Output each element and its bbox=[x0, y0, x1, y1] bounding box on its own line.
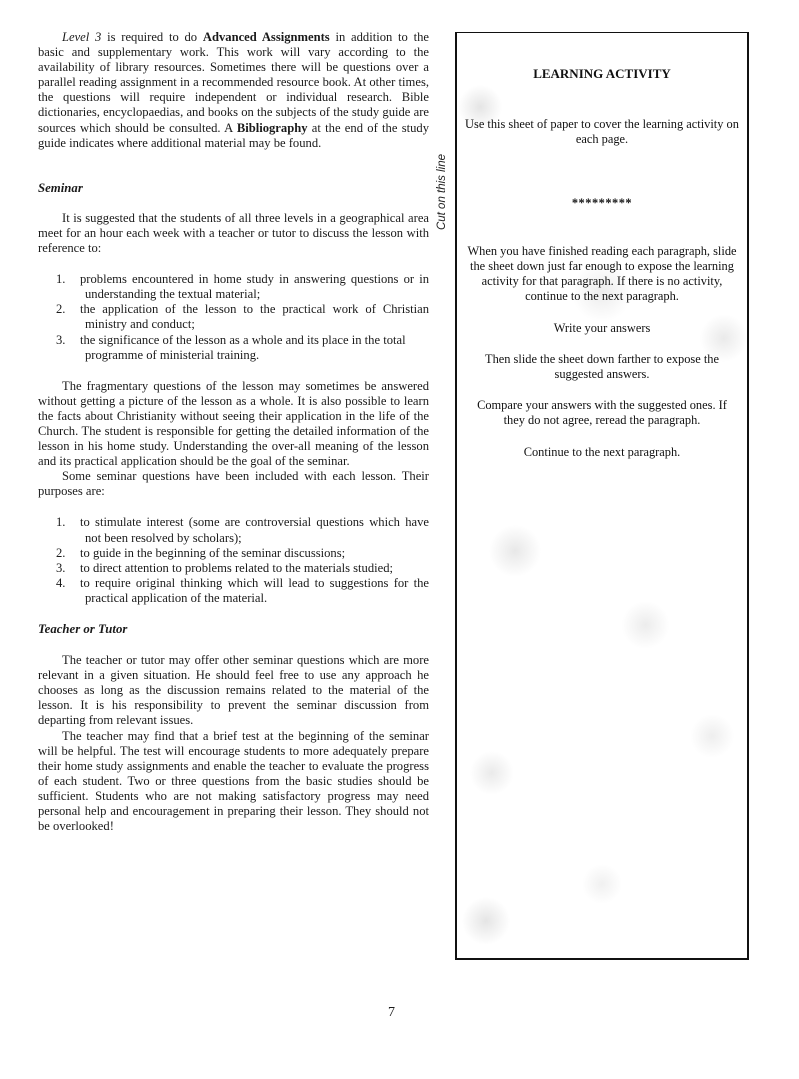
instruction-compare-answers: Compare your answers with the suggested ones. If they do not agree, reread the paragraph. bbox=[477, 398, 727, 428]
list-item: 3. to direct attention to problems related to the materials studied; bbox=[56, 560, 394, 575]
seminar-paragraph: It is suggested that the students of all three levels in a geographical area meet for an hour each week with a teacher or tutor to discuss the lesson with reference to: bbox=[38, 210, 429, 256]
list-item: 3. the significance of the lesson as a whole and its place in the total programme of ministerial training. bbox=[56, 332, 406, 362]
list-item: 1. to stimulate interest (some are controversial questions which have not been resolved by scholars); bbox=[56, 515, 429, 545]
teacher-paragraph-2: The teacher may find that a brief test at the beginning of the seminar will be helpful. The test will encourage students to more adequately prepare their home study assignments and enable the teacher to evaluate the progress of each student. Two or three questions from the basic studies should be sufficient. Students who are not making satisfactory progress may need personal help and encouragement in preparing their lesson. They should not be overlooked! bbox=[38, 728, 429, 834]
learning-activity-intro: Use this sheet of paper to cover the learning activity on each page. bbox=[465, 117, 739, 147]
seminar-reference-list bbox=[38, 272, 429, 363]
instruction-slide-sheet: When you have finished reading each paragraph, slide the sheet down just far enough to expose the learning activity for that paragraph. If there is no activity, continue to the next paragraph. bbox=[467, 243, 737, 304]
list-item: 2. to guide in the beginning of the seminar discussions; bbox=[56, 545, 346, 560]
list-item: 4. to require original thinking which will lead to suggestions for the practical application of the material. bbox=[56, 575, 429, 605]
stars-separator: ********* bbox=[571, 195, 633, 210]
page-number: 7 bbox=[388, 1005, 395, 1020]
seminar-purposes-list bbox=[38, 515, 429, 606]
advanced-assignments-paragraph: Level 3 is required to do Advanced Assignments in addition to the basic and supplementary work. This work will vary according to the availability of library resources. Sometimes there will be questions over a parallel reading assignment in a recommended resource book. At other times, the questions will require independent or individual research. Bible dictionaries, encyclopaedias, and books on the subjects of the study guide are sources which should be consulted. A Bibliography at the end of the study guide indicates where additional material may be found. bbox=[38, 30, 429, 150]
teacher-paragraph-1: The teacher or tutor may offer other seminar questions which are more relevant in a given situation. He should feel free to use any approach he chooses as long as the discussion remains related to the material of the lesson. It is his responsibility to prevent the seminar discussion from departing from relevant issues. bbox=[38, 653, 429, 728]
instruction-continue: Continue to the next paragraph. bbox=[523, 444, 681, 459]
level-3-label: Level 3 bbox=[62, 30, 102, 44]
seminar-heading: Seminar bbox=[38, 180, 83, 195]
learning-activity-title: LEARNING ACTIVITY bbox=[533, 66, 671, 81]
advanced-assignments-term: Advanced Assignments bbox=[202, 30, 330, 44]
instruction-expose-answers: Then slide the sheet down farther to expose the suggested answers. bbox=[485, 351, 719, 382]
left-column bbox=[38, 30, 429, 834]
list-item: 1. problems encountered in home study in answering questions or in understanding the textual material; bbox=[56, 272, 429, 302]
list-item: 2. the application of the lesson to the practical work of Christian ministry and conduct; bbox=[56, 302, 429, 332]
fragmentary-questions-paragraph: The fragmentary questions of the lesson may sometimes be answered without getting a picture of the lesson as a whole. It is also possible to learn the facts about Christianity without seeing their application in the life of the Church. The student is responsible for getting the detailed information of the lesson in his home study. Understanding the over-all meaning of the lesson and its practical application should be the goal of the seminar. bbox=[38, 378, 429, 469]
bibliography-term: Bibliography bbox=[236, 120, 308, 135]
cut-line-label: Cut on this line bbox=[436, 153, 448, 231]
learning-activity-sheet bbox=[455, 32, 749, 960]
teacher-or-tutor-heading: Teacher or Tutor bbox=[38, 622, 128, 636]
seminar-questions-paragraph: Some seminar questions have been included with each lesson. Their purposes are: bbox=[38, 469, 429, 499]
instruction-write-answers: Write your answers bbox=[553, 320, 651, 335]
